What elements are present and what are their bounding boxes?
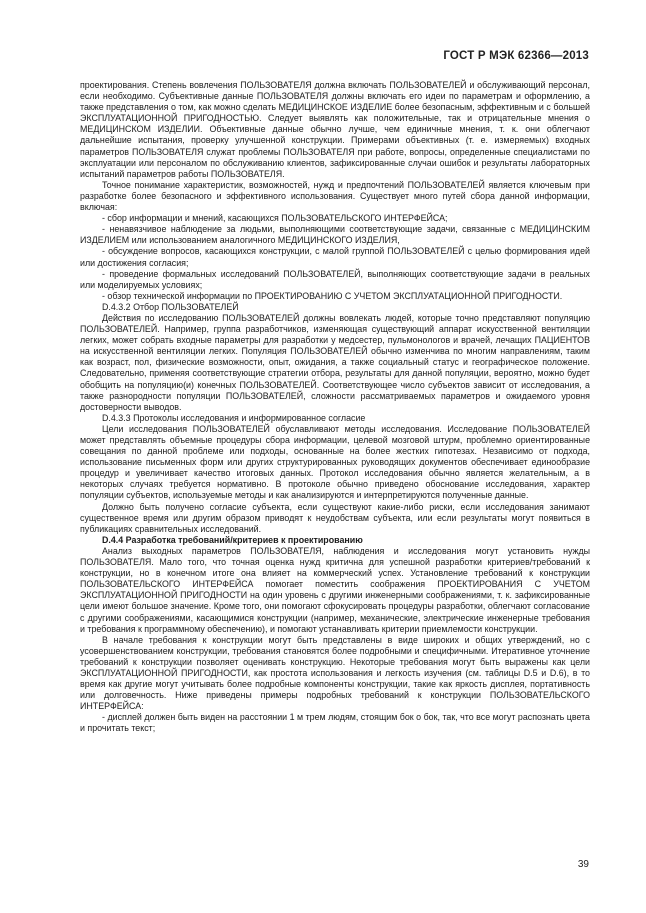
paragraph: В начале требования к конструкции могут быть представлены в виде широких и общих утверждений, но с усовершенствованием конструкции, требования становятся более подробными и специфичными. Итеративное уточнение требований к конструкции позволяет оценивать конструкцию. Некоторые требования могут быть выражены как цели ЭКСПЛУАТАЦИОННОЙ ПРИГОДНОСТИ, как простота использования и легкость изучения (см. таблицы D.5 и D.6), в то время как другие могут учитывать более подробные компоненты конструкции, такие как яркость дисплея, портативность или долговечность. Ниже приведены примеры подробных требований к конструкции ПОЛЬЗОВАТЕЛЬСКОГО ИНТЕРФЕЙСА: — [80, 634, 590, 712]
paragraph: Цели исследования ПОЛЬЗОВАТЕЛЕЙ обуславливают методы исследования. Исследование ПОЛЬЗОВАТЕЛЕЙ может представлять объемные процедуры сбора информации, целевой мозговой штурм, проблемно ориентированные совещания по данной проблеме или подходы, основанные на более жестких гипотезах. Независимо от подхода, использование письменных форм или других структурированных руководящих документов обеспечивает единообразие процедур и увеличивает качество итоговых данных. Протокол исследования обычно является желательным, а в некоторых случаях требуется нормативно. В протоколе обычно приведено обоснование исследования, характер популяции субъектов, используемые методы и как анализируются и интерпретируются полученные данные. — [80, 423, 590, 501]
paragraph: проектирования. Степень вовлечения ПОЛЬЗОВАТЕЛЯ должна включать ПОЛЬЗОВАТЕЛЕЙ и обслуживающий персонал, если необходимо. Субъективные данные ПОЛЬЗОВАТЕЛЯ должны включать его идеи по параметрам и оформлению, а также представления о том, как можно сделать МЕДИЦИНСКОЕ ИЗДЕЛИЕ более безопасным, эффективным и с большей ЭКСПЛУАТАЦИОННОЙ ПРИГОДНОСТЬЮ. Следует выявлять как положительные, так и отрицательные мнения о МЕДИЦИНСКОМ ИЗДЕЛИИ. Объективные данные обычно лучше, чем единичные мнения, т. к. они облегчают дальнейшие испытания, проверку улучшенной конструкции. Примерами объективных (т. е. измеряемых) входных параметров ПОЛЬЗОВАТЕЛЯ служат проблемы ПОЛЬЗОВАТЕЛЯ при работе, вопросы, определенные специалистами по эксплуатации или персоналом по обслуживанию клиентов, зафиксированные случаи ошибок и результаты лабораторных испытаний параметров работы ПОЛЬЗОВАТЕЛЯ. — [80, 80, 590, 179]
list-item: - проведение формальных исследований ПОЛЬЗОВАТЕЛЕЙ, выполняющих соответствующие задачи в реальных или моделируемых условиях; — [80, 268, 590, 290]
section-heading: D.4.3.2 Отбор ПОЛЬЗОВАТЕЛЕЙ — [102, 301, 239, 312]
paragraph: Точное понимание характеристик, возможностей, нужд и предпочтений ПОЛЬЗОВАТЕЛЕЙ является ключевым при разработке более безопасного и эффективного использования. Существует много путей сбора данной информации, включая: — [80, 179, 590, 213]
paragraph: Анализ выходных параметров ПОЛЬЗОВАТЕЛЯ, наблюдения и исследования могут установить нужды ПОЛЬЗОВАТЕЛЯ. Мало того, что точная оценка нужд критична для успешной разработки критериев/требований к конструкции, но в конечном итоге она влияет на коммерческий успех. Установление требований к конструкции ПОЛЬЗОВАТЕЛЬСКОГО ИНТЕРФЕЙСА помогает поместить соображения ПРОЕКТИРОВАНИЯ С УЧЕТОМ ЭКСПЛУАТАЦИОННОЙ ПРИГОДНОСТИ на один уровень с другими инженерными соображениями, т. к. зафиксированные цели имеют большое значение. Кроме того, они помогают сфокусировать процедуры разработки, облегчают согласование с другими соображениями, касающимися конструкции (например, механические, электрические инженерные требования и требования к программному обеспечению), и помогают устанавливать критерии приемлемости конструкции. — [80, 545, 590, 634]
list-item: - дисплей должен быть виден на расстоянии 1 м трем людям, стоящим бок о бок, так, что все могут распознать цвета и прочитать текст; — [80, 712, 590, 734]
document-body — [80, 80, 590, 735]
list-item: - ненавязчивое наблюдение за людьми, выполняющими соответствующие задачи, связанные с МЕДИЦИНСКИМ ИЗДЕЛИЕМ или использованием аналогичного МЕДИЦИНСКОГО ИЗДЕЛИЯ, — [80, 224, 590, 246]
paragraph: Должно быть получено согласие субъекта, если существуют какие-либо риски, если исследования занимают существенное время или другим образом приводят к неудобствам субъекта, или если результаты могут появиться в публикациях сравнительных исследований. — [80, 501, 590, 534]
document-code-header: ГОСТ Р МЭК 62366—2013 — [443, 50, 589, 62]
list-item: - обзор технической информации по ПРОЕКТИРОВАНИЮ С УЧЕТОМ ЭКСПЛУАТАЦИОННОЙ ПРИГОДНОСТИ. — [102, 290, 563, 301]
paragraph: Действия по исследованию ПОЛЬЗОВАТЕЛЕЙ должны вовлекать людей, которые точно представляют популяцию ПОЛЬЗОВАТЕЛЕЙ. Например, группа разработчиков, изменяющая существующий аппарат искусственной вентиляции легких, может собрать входные параметры для разработки у медсестер, пульмонологов и врачей, лечащих ПАЦИЕНТОВ на искусственной вентиляции легких. Популяция ПОЛЬЗОВАТЕЛЕЙ обычно изменчива по многим направлениям, таким как возраст, пол, физические возможности, опыт, ожидания, а также социальный статус и географическое положение. Следовательно, применяя соответствующие стратегии отбора, результаты для данной популяции, вероятно, можно будет обобщить на популяцию(и) конечных ПОЛЬЗОВАТЕЛЕЙ. Соответствующее число субъектов зависит от исследования, а также разнородности популяции ПОЛЬЗОВАТЕЛЕЙ, сложности рассматриваемых параметров и ожидаемого уровня достоверности выводов. — [80, 312, 590, 412]
section-heading: D.4.3.3 Протоколы исследования и информированное согласие — [102, 412, 366, 423]
list-item: - обсуждение вопросов, касающихся конструкции, с малой группой ПОЛЬЗОВАТЕЛЕЙ с целью формирования идей или достижения согласия; — [80, 246, 590, 268]
list-item: - сбор информации и мнений, касающихся ПОЛЬЗОВАТЕЛЬСКОГО ИНТЕРФЕЙСА; — [102, 213, 448, 224]
section-heading: D.4.4 Разработка требований/критериев к проектированию — [102, 534, 363, 545]
page-number: 39 — [577, 859, 589, 870]
